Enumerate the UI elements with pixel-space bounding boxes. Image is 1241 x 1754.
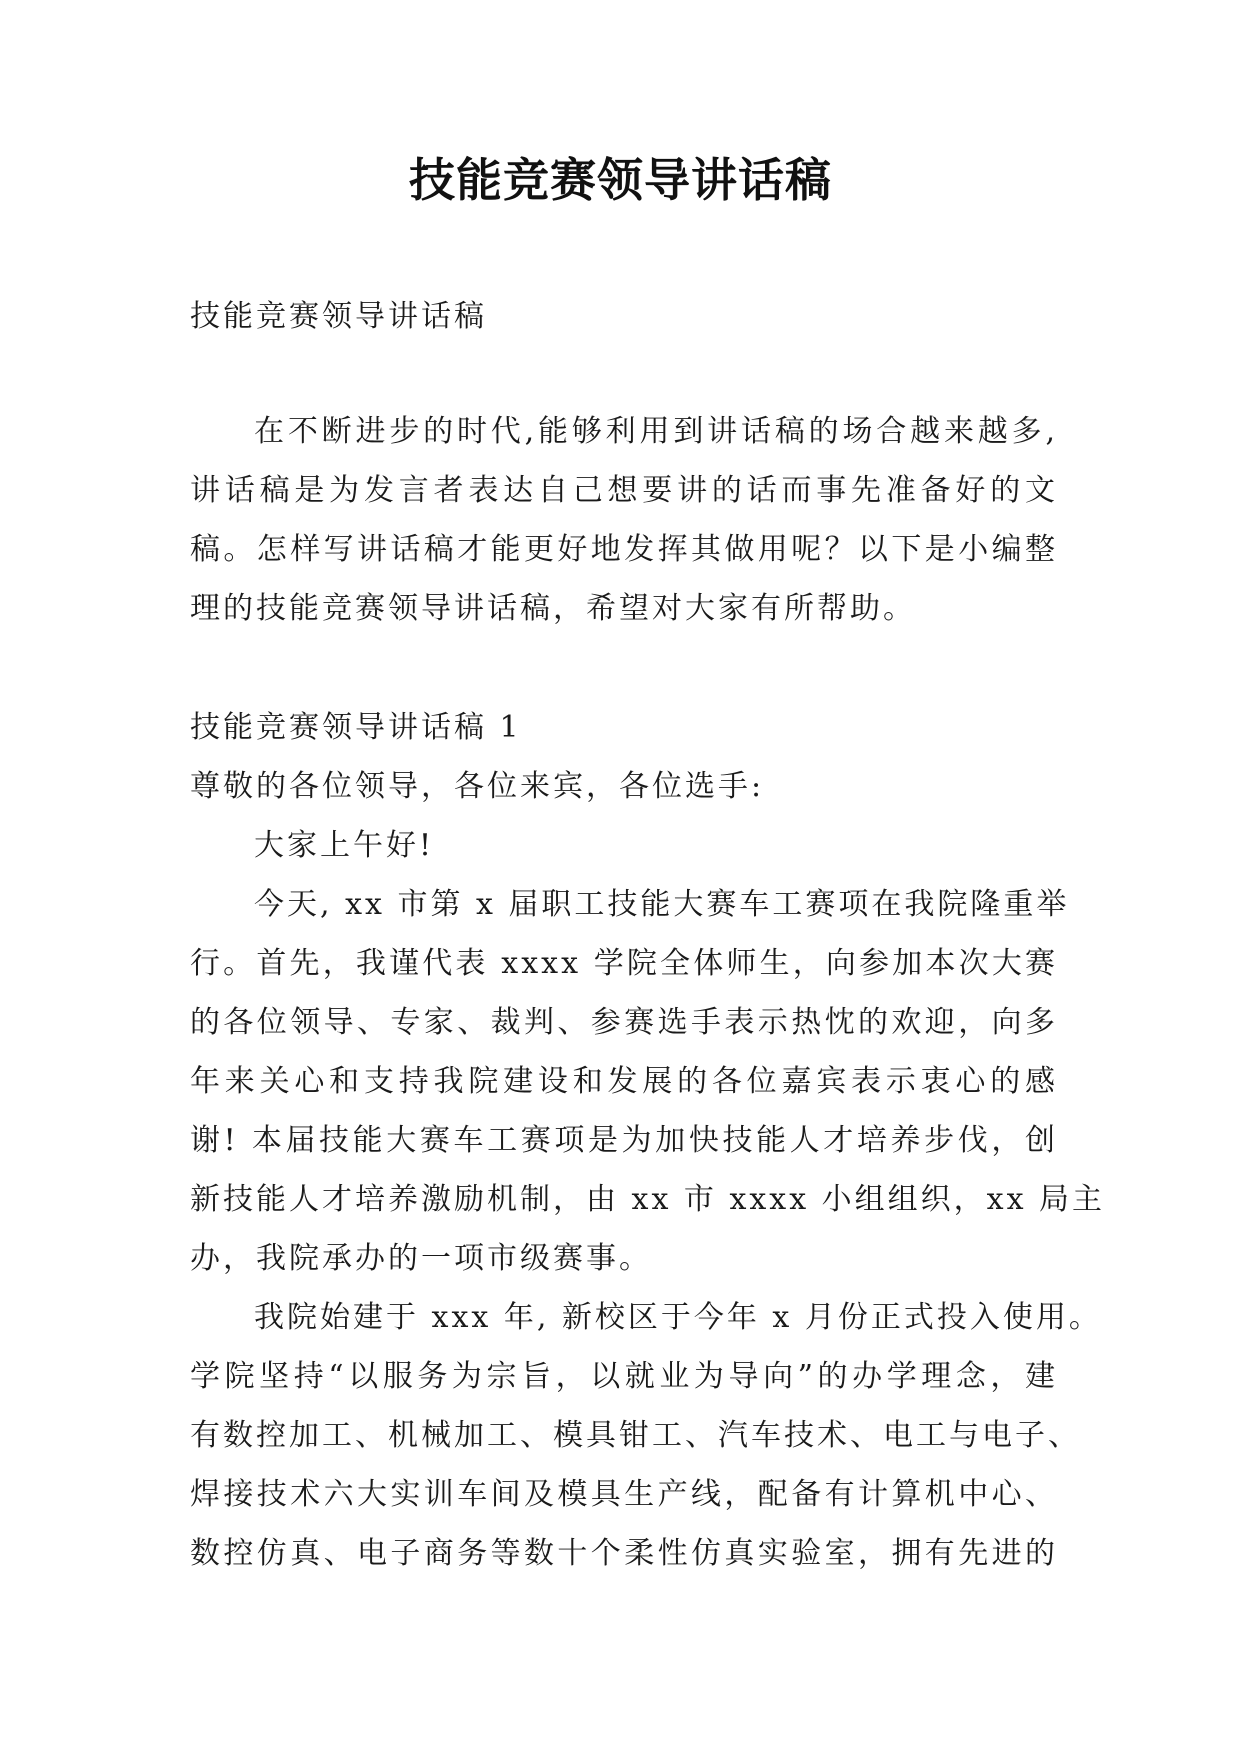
speech-heading: 技能竞赛领导讲话稿 1	[190, 710, 522, 745]
salutation: 尊敬的各位领导，各位来宾，各位选手:	[190, 769, 765, 804]
paragraph2-line: 焊接技术六大实训车间及模具生产线，配备有计算机中心、	[190, 1477, 1058, 1512]
greeting: 大家上午好!	[254, 828, 435, 863]
document-subtitle	[190, 287, 1058, 346]
intro-line: 在不断进步的时代,能够利用到讲话稿的场合越来越多,	[254, 414, 1058, 449]
paragraph1-line: 的各位领导、专家、裁判、参赛选手表示热忱的欢迎，向多	[190, 1005, 1058, 1040]
intro-paragraph	[190, 402, 1058, 638]
paragraph1-line: 新技能人才培养激励机制，由 xx 市 xxxx 小组组织，xx 局主	[190, 1182, 1106, 1217]
paragraph2-line: 有数控加工、机械加工、模具钳工、汽车技术、电工与电子、	[190, 1418, 1081, 1453]
intro-line: 稿。怎样写讲话稿才能更好地发挥其做用呢？以下是小编整	[190, 532, 1058, 567]
paragraph2-line: 数控仿真、电子商务等数十个柔性仿真实验室，拥有先进的	[190, 1536, 1058, 1571]
intro-line: 讲话稿是为发言者表达自己想要讲的话而事先准备好的文	[190, 473, 1058, 508]
speech-section	[190, 698, 1106, 1583]
paragraph1-line: 谢! 本届技能大赛车工赛项是为加快技能人才培养步伐，创	[190, 1123, 1058, 1158]
intro-line: 理的技能竞赛领导讲话稿，希望对大家有所帮助。	[190, 591, 916, 626]
paragraph1-line: 年来关心和支持我院建设和发展的各位嘉宾表示衷心的感	[190, 1064, 1058, 1099]
paragraph1-line: 行。首先，我谨代表 xxxx 学院全体师生，向参加本次大赛	[190, 946, 1058, 981]
paragraph2-line: 学院坚持“以服务为宗旨，以就业为导向”的办学理念，建	[190, 1359, 1058, 1394]
paragraph1-line: 今天, xx 市第 x 届职工技能大赛车工赛项在我院隆重举	[254, 887, 1070, 922]
subtitle-text: 技能竞赛领导讲话稿	[190, 299, 487, 334]
paragraph2-line: 我院始建于 xxx 年, 新校区于今年 x 月份正式投入使用。	[254, 1300, 1102, 1335]
document-title: 技能竞赛领导讲话稿	[409, 153, 832, 207]
paragraph1-line: 办，我院承办的一项市级赛事。	[190, 1241, 652, 1276]
